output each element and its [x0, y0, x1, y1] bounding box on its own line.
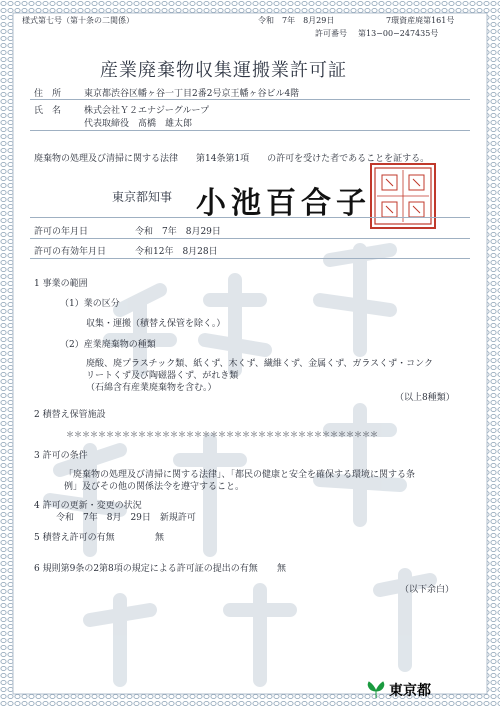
address-label: 住 所 [34, 89, 62, 99]
waste-type-count: （以上8種類） [395, 393, 455, 403]
certificate-title: 産業廃棄物収集運搬業許可証 [100, 60, 347, 81]
conditions-line-2: 例」及びその他の関係法令を遵守すること。 [64, 482, 245, 492]
logo-text: 東京都 [389, 683, 431, 699]
section-3-heading: 3 許可の条件 [34, 451, 88, 461]
divider [30, 258, 470, 259]
divider [30, 130, 470, 131]
permit-number-label: 許可番号 [315, 29, 347, 38]
ministry-number: 7環資産廃第161号 [386, 16, 455, 25]
form-number: 様式第七号（第十条の二関係） [22, 16, 134, 25]
address-value: 東京都渋谷区幡ヶ谷一丁目2番2号京王幡ヶ谷ビル4階 [84, 89, 300, 99]
section-1-2-label: （2）産業廃棄物の種類 [60, 340, 156, 350]
section-1-heading: 1 事業の範囲 [34, 279, 88, 289]
section-1-1-label: （1）業の区分 [60, 299, 120, 309]
waste-types-line-1: 廃酸、廃プラスチック類、紙くず、木くず、繊維くず、金属くず、ガラスくず・コンク [86, 359, 433, 369]
issue-date: 令和 7年 8月29日 [258, 16, 335, 25]
storage-facility-value: ＊＊＊＊＊＊＊＊＊＊＊＊＊＊＊＊＊＊＊＊＊＊＊＊＊＊＊＊＊＊＊＊＊＊＊＊＊＊＊ [66, 430, 378, 439]
divider [30, 99, 470, 100]
section-4-heading: 4 許可の更新・変更の状況 [34, 501, 142, 511]
name-label: 氏 名 [34, 106, 62, 116]
ginkgo-leaf-icon [366, 680, 386, 700]
section-5-heading: 5 積替え許可の有無 [34, 533, 115, 543]
closing-remark: （以下余白） [400, 585, 455, 595]
valid-until-label: 許可の有効年月日 [34, 247, 107, 257]
waste-types-line-2: リートくず及び陶磁器くず、がれき類 [86, 371, 239, 381]
section-6-value: 無 [277, 564, 287, 574]
permit-date-value: 令和 7年 8月29日 [135, 227, 221, 237]
permit-number-value: 第13−00−247435号 [358, 29, 439, 38]
section-5-value: 無 [155, 533, 165, 543]
issuer-title: 東京都知事 [112, 190, 173, 204]
section-1-1-value: 収集・運搬（積替え保管を除く。） [86, 319, 226, 329]
official-seal [370, 163, 436, 229]
governor-signature: 小池百合子 [196, 186, 371, 221]
valid-until-value: 令和12年 8月28日 [135, 247, 218, 257]
conditions-line-1: 「廃棄物の処理及び清掃に関する法律」、「都民の健康と安全を確保する環境に関する条 [64, 470, 416, 480]
tokyo-logo [366, 680, 431, 700]
permit-date-label: 許可の年月日 [34, 227, 89, 237]
representative-name: 代表取締役 髙橋 雄太郎 [84, 119, 193, 129]
divider [30, 238, 470, 239]
legal-statement: 廃棄物の処理及び清掃に関する法律 第14条第1項 の許可を受けた者であることを証する。 [34, 154, 430, 164]
divider [30, 217, 470, 218]
section-6-heading: 6 規則第9条の2第8項の規定による許可証の提出の有無 [34, 564, 258, 574]
company-name: 株式会社Ｙ２エナジーグループ [84, 106, 210, 116]
renewal-status: 令和 7年 8月 29日 新規許可 [56, 513, 196, 523]
section-2-heading: 2 積替え保管施設 [34, 410, 106, 420]
waste-types-line-3: （石綿含有産業廃棄物を含む。） [86, 383, 217, 393]
